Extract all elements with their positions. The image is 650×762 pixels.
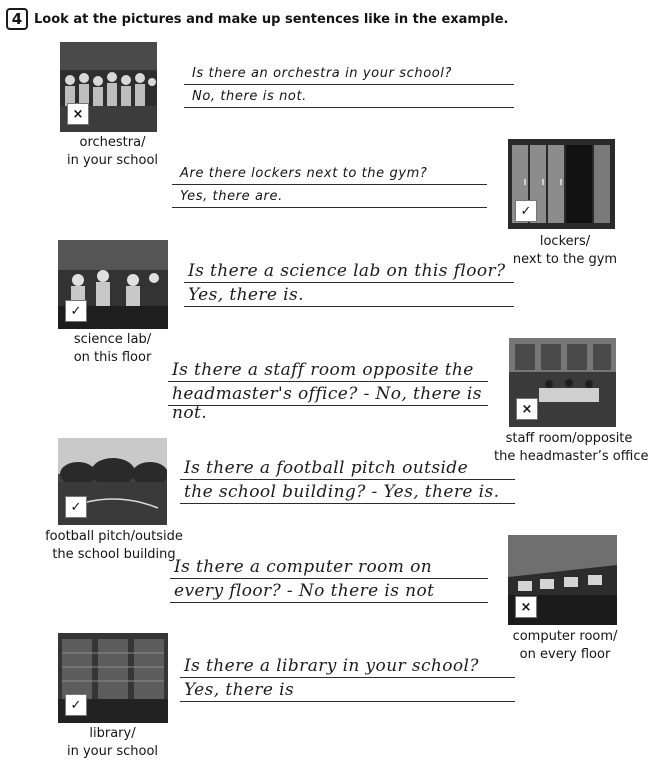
caption-lockers: lockers/ next to the gym [512, 234, 618, 267]
handwritten-answer: the school building? - Yes, there is. [180, 483, 515, 504]
exercise-instruction: Look at the pictures and make up sentences like in the example. [34, 11, 509, 27]
answer-line: Is there an orchestra in your school? [184, 64, 514, 85]
library-photo [58, 633, 168, 723]
check-mark: ✓ [65, 496, 87, 518]
answer-line: Are there lockers next to the gym? [172, 164, 487, 185]
caption-football-pitch: football pitch/outside the school building [45, 529, 183, 562]
handwritten-answer: Is there a library in your school? [180, 657, 515, 678]
handwritten-answer: Yes, there is [180, 681, 515, 702]
answer-line: No, there is not. [184, 87, 514, 108]
football-pitch-photo [58, 438, 167, 525]
caption-library: library/ in your school [66, 726, 159, 759]
handwritten-answer: not. [172, 403, 208, 423]
cross-mark: × [67, 103, 89, 125]
handwritten-answer: every floor? - No there is not [170, 582, 488, 603]
exercise-number: 4 [6, 8, 28, 30]
staff-room-photo [509, 338, 616, 427]
cross-mark: × [515, 596, 537, 618]
handwritten-answer: Is there a computer room on [170, 558, 488, 579]
caption-science-lab: science lab/ on this floor [73, 332, 152, 365]
answer-line: Yes, there are. [172, 187, 487, 208]
check-mark: ✓ [65, 694, 87, 716]
handwritten-answer: Is there a science lab on this floor? [184, 262, 514, 283]
orchestra-photo [60, 42, 157, 132]
cross-mark: × [516, 398, 538, 420]
science-lab-photo [58, 240, 168, 329]
lockers-photo [508, 139, 615, 229]
check-mark: ✓ [515, 200, 537, 222]
handwritten-answer: headmaster's office? - No, there is [168, 385, 488, 406]
handwritten-answer: Yes, there is. [184, 286, 514, 307]
caption-computer-room: computer room/ on every floor [512, 629, 618, 662]
exercise-header [6, 6, 509, 32]
handwritten-answer: Is there a football pitch outside [180, 459, 515, 480]
caption-staff-room: staff room/opposite the headmaster’s office [494, 431, 649, 464]
handwritten-answer: Is there a staff room opposite the [168, 361, 488, 382]
caption-orchestra: orchestra/ in your school [66, 135, 159, 168]
check-mark: ✓ [65, 300, 87, 322]
computer-room-photo [508, 535, 617, 625]
